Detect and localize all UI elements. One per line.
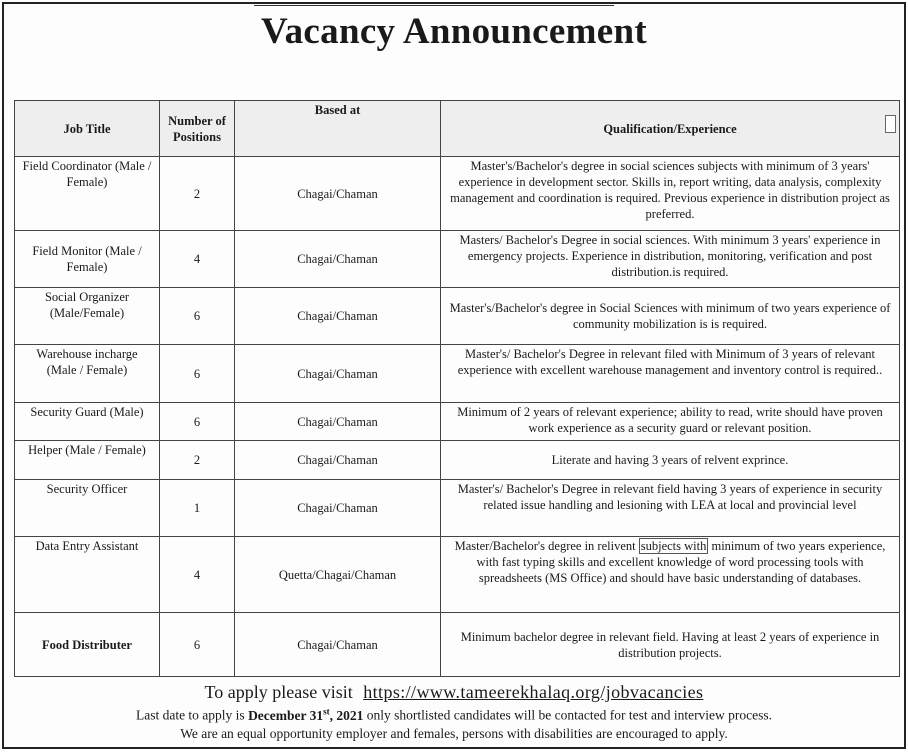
job-title-cell: Security Officer [15, 480, 160, 537]
job-title-cell: Security Guard (Male) [15, 403, 160, 441]
job-title-cell: Warehouse incharge (Male / Female) [15, 345, 160, 403]
job-title-cell: Food Distributer [15, 613, 160, 677]
based-at-cell: Chagai/Chaman [235, 441, 441, 480]
based-at-cell: Chagai/Chaman [235, 288, 441, 345]
table-row [15, 441, 900, 480]
table-row [15, 157, 900, 231]
table-row [15, 480, 900, 537]
deadline-prefix: Last date to apply is [135, 707, 249, 723]
job-title-cell: Helper (Male / Female) [15, 441, 160, 480]
job-title-cell: Data Entry Assistant [15, 537, 160, 613]
qualification-cell: Master's/Bachelor's degree in Social Sciences with minimum of two years experience of community mobilization is is required. [441, 288, 900, 345]
based-at-cell: Chagai/Chaman [235, 613, 441, 677]
deadline-day: December 31 [248, 707, 324, 723]
qualification-cell: Minimum of 2 years of relevant experience; ability to read, write should have proven work experience as a security guard or relevant position. [441, 403, 900, 441]
positions-cell: 2 [160, 441, 235, 480]
vacancy-table [14, 100, 900, 677]
header-qualification-label: Qualification/Experience [603, 121, 737, 136]
job-title-cell: Social Organizer (Male/Female) [15, 288, 160, 345]
deadline-notice [4, 706, 904, 724]
table-row [15, 613, 900, 677]
header-qualification [441, 101, 900, 157]
table-row [15, 537, 900, 613]
qualification-cell: Minimum bachelor degree in relevant field. Having at least 2 years of experience in distribution projects. [441, 613, 900, 677]
table-row [15, 345, 900, 403]
table-header-row [15, 101, 900, 157]
checkbox-icon [885, 115, 896, 133]
based-at-cell: Chagai/Chaman [235, 231, 441, 288]
qualification-text: Master/Bachelor's degree in relivent [454, 539, 639, 553]
header-job-title: Job Title [15, 101, 160, 157]
positions-cell: 2 [160, 157, 235, 231]
positions-cell: 6 [160, 288, 235, 345]
based-at-cell: Chagai/Chaman [235, 157, 441, 231]
positions-cell: 4 [160, 537, 235, 613]
table-row [15, 288, 900, 345]
top-edge-strip [254, 2, 614, 6]
qualification-cell: Master's/Bachelor's degree in social sciences subjects with minimum of 3 years' experience in development sector. Skills in, report writing, data analysis, complexity management and coordination is required. Previous experience in distribution project as preferred. [441, 157, 900, 231]
job-title-cell: Field Coordinator (Male / Female) [15, 157, 160, 231]
table-row [15, 231, 900, 288]
apply-instructions [4, 682, 904, 703]
vacancy-announcement-page [2, 2, 906, 749]
header-positions: Number of Positions [160, 101, 235, 157]
apply-prefix: To apply please visit [204, 682, 353, 702]
positions-cell: 6 [160, 345, 235, 403]
based-at-cell: Quetta/Chagai/Chaman [235, 537, 441, 613]
highlighted-text: subjects with [640, 539, 707, 553]
deadline-date [248, 708, 363, 723]
job-title-cell: Field Monitor (Male / Female) [15, 231, 160, 288]
qualification-cell: Master's/ Bachelor's Degree in relevant field having 3 years of experience in security related issue handling and lesioning with LEA at local and provincial level [441, 480, 900, 537]
page-title: Vacancy Announcement [261, 11, 647, 52]
equal-opportunity-statement: We are an equal opportunity employer and females, persons with disabilities are encouraged to apply. [180, 726, 728, 741]
based-at-cell: Chagai/Chaman [235, 345, 441, 403]
apply-link[interactable]: https://www.tameerekhalaq.org/jobvacancies [363, 682, 704, 702]
qualification-text: minimum of two years experience, with fast typing skills and excellent knowledge of word processing tools with spreadsheets (MS Office) and should have basic understanding of databases. [476, 539, 886, 585]
qualification-cell [441, 537, 900, 613]
qualification-cell: Masters/ Bachelor's Degree in social sciences. With minimum 3 years' experience in emergency projects. Experience in distribution, monitoring, verification and post distribution.is required. [441, 231, 900, 288]
qualification-cell: Literate and having 3 years of relvent exprince. [441, 441, 900, 480]
header-based-at: Based at [235, 101, 441, 157]
qualification-cell: Master's/ Bachelor's Degree in relevant filed with Minimum of 3 years of relevant experience with excellent warehouse management and inventory control is required.. [441, 345, 900, 403]
table-row [15, 403, 900, 441]
positions-cell: 4 [160, 231, 235, 288]
positions-cell: 6 [160, 403, 235, 441]
based-at-cell: Chagai/Chaman [235, 480, 441, 537]
based-at-cell: Chagai/Chaman [235, 403, 441, 441]
positions-cell: 1 [160, 480, 235, 537]
deadline-year: , 2021 [329, 707, 364, 723]
deadline-suffix: st [323, 706, 330, 716]
deadline-rest: only shortlisted candidates will be contacted for test and interview process. [363, 707, 773, 723]
positions-cell: 6 [160, 613, 235, 677]
